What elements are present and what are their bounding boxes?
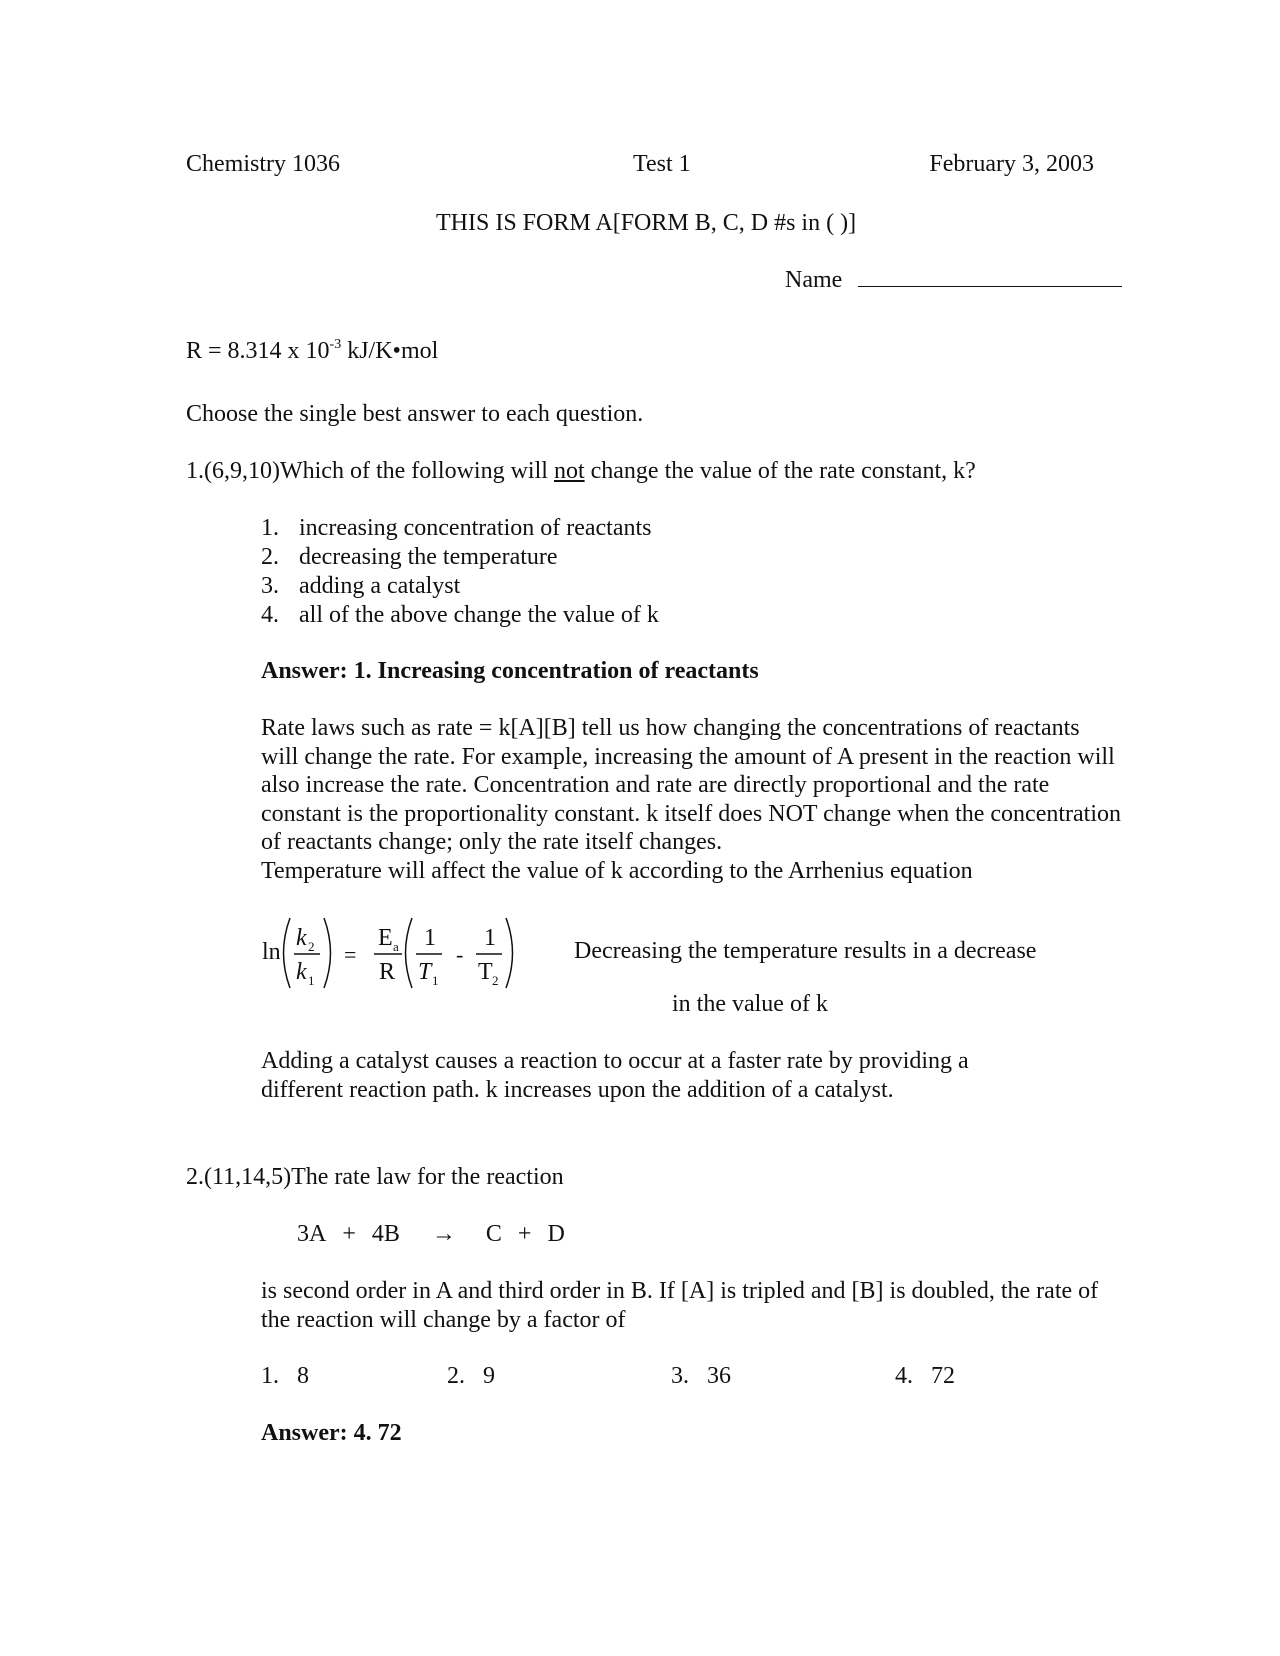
reaction-equation: [297, 1220, 565, 1248]
question-2-answer: Answer: 4. 72: [261, 1420, 402, 1446]
eq-k1-sub: 1: [308, 973, 315, 988]
arrhenius-equation: [262, 908, 552, 998]
question-2-choice-3: 3. 36: [671, 1363, 731, 1389]
option-number: 4.: [261, 602, 279, 628]
eq-t2: T: [478, 959, 493, 985]
option-number: 3.: [261, 573, 279, 599]
eq-t1-sub: 1: [432, 973, 439, 988]
eq-t2-sub: 2: [492, 973, 499, 988]
eq-ea-sub: a: [393, 939, 399, 954]
question-1-options: [261, 514, 659, 630]
product-c: C: [485, 1221, 502, 1247]
explanation-catalyst: Adding a catalyst causes a reaction to occur at a faster rate by providing a different reaction path. k increases upon the addition of a catalyst.: [261, 1048, 969, 1103]
question-1-emphasis: not: [553, 458, 585, 484]
reaction-arrow: →: [431, 1221, 456, 1247]
option-text: adding a catalyst: [299, 573, 461, 599]
eq-t1: T: [418, 959, 432, 985]
product-d: D: [547, 1221, 565, 1247]
question-2-body: is second order in A and third order in B. If [A] is tripled and [B] is doubled, the rate of the reaction will change by a factor of: [261, 1278, 1099, 1333]
eq-one-b: 1: [484, 925, 496, 951]
test-date: February 3, 2003: [929, 151, 1094, 177]
equation-note-line-2: in the value of k: [672, 991, 828, 1017]
name-label: Name: [785, 267, 843, 293]
explanation-temperature: Temperature will affect the value of k according to the Arrhenius equation: [261, 857, 973, 884]
eq-one-a: 1: [424, 925, 436, 951]
form-notice: THIS IS FORM A[FORM B, C, D #s in ( )]: [436, 210, 857, 236]
eq-k2-sub: 2: [308, 939, 315, 954]
eq-equals: =: [344, 942, 357, 967]
eq-k2: k: [296, 925, 307, 951]
name-blank-line: [858, 286, 1122, 287]
equation-note-line-1: Decreasing the temperature results in a decrease: [574, 938, 1037, 964]
test-title: Test 1: [633, 151, 691, 177]
eq-ln: ln: [262, 939, 281, 965]
option-number: 1.: [261, 515, 279, 541]
gas-constant-prefix: R = 8.314 x 10: [186, 338, 330, 364]
reactant-b: 4B: [371, 1221, 400, 1247]
option-item: [261, 601, 659, 630]
explanation-rate-law: Rate laws such as rate = k[A][B] tell us how changing the concentrations of reactants will change the rate. For example, increasing the amount of A present in the reaction will also increase the rate. Concentration and rate are directly proportional and the rate constant is the proportionality constant. k itself does NOT change when the concentration of reactants change; only the rate itself changes.: [261, 715, 1122, 856]
question-1-answer: Answer: 1. Increasing concentration of reactants: [261, 658, 759, 684]
option-text: all of the above change the value of k: [299, 602, 659, 628]
plus-sign: +: [517, 1221, 532, 1247]
option-item: [261, 514, 659, 543]
course-title: Chemistry 1036: [186, 151, 340, 177]
eq-k1: k: [296, 959, 307, 985]
option-item: [261, 572, 659, 601]
question-1-stem: [186, 457, 976, 485]
eq-minus: -: [456, 942, 464, 967]
option-text: increasing concentration of reactants: [299, 515, 652, 541]
eq-r: R: [379, 959, 396, 985]
gas-constant: [186, 337, 438, 365]
question-2-choice-1: 1. 8: [261, 1363, 309, 1389]
question-2-stem: 2.(11,14,5)The rate law for the reaction: [186, 1164, 564, 1190]
question-1-explanation: [261, 714, 1121, 886]
reactant-a: 3A: [297, 1221, 327, 1247]
option-text: decreasing the temperature: [299, 544, 558, 570]
option-item: [261, 543, 659, 572]
eq-ea: E: [378, 925, 393, 951]
gas-constant-units: kJ/K•mol: [341, 338, 439, 364]
question-2-choice-2: 2. 9: [447, 1363, 495, 1389]
plus-sign: +: [342, 1221, 356, 1247]
question-1-suffix: change the value of the rate constant, k?: [584, 458, 976, 484]
instructions: Choose the single best answer to each question.: [186, 401, 644, 427]
question-1-prefix: 1.(6,9,10)Which of the following will: [186, 458, 554, 484]
question-2-choice-4: 4. 72: [895, 1363, 955, 1389]
option-number: 2.: [261, 544, 279, 570]
gas-constant-exponent: -3: [329, 337, 342, 352]
